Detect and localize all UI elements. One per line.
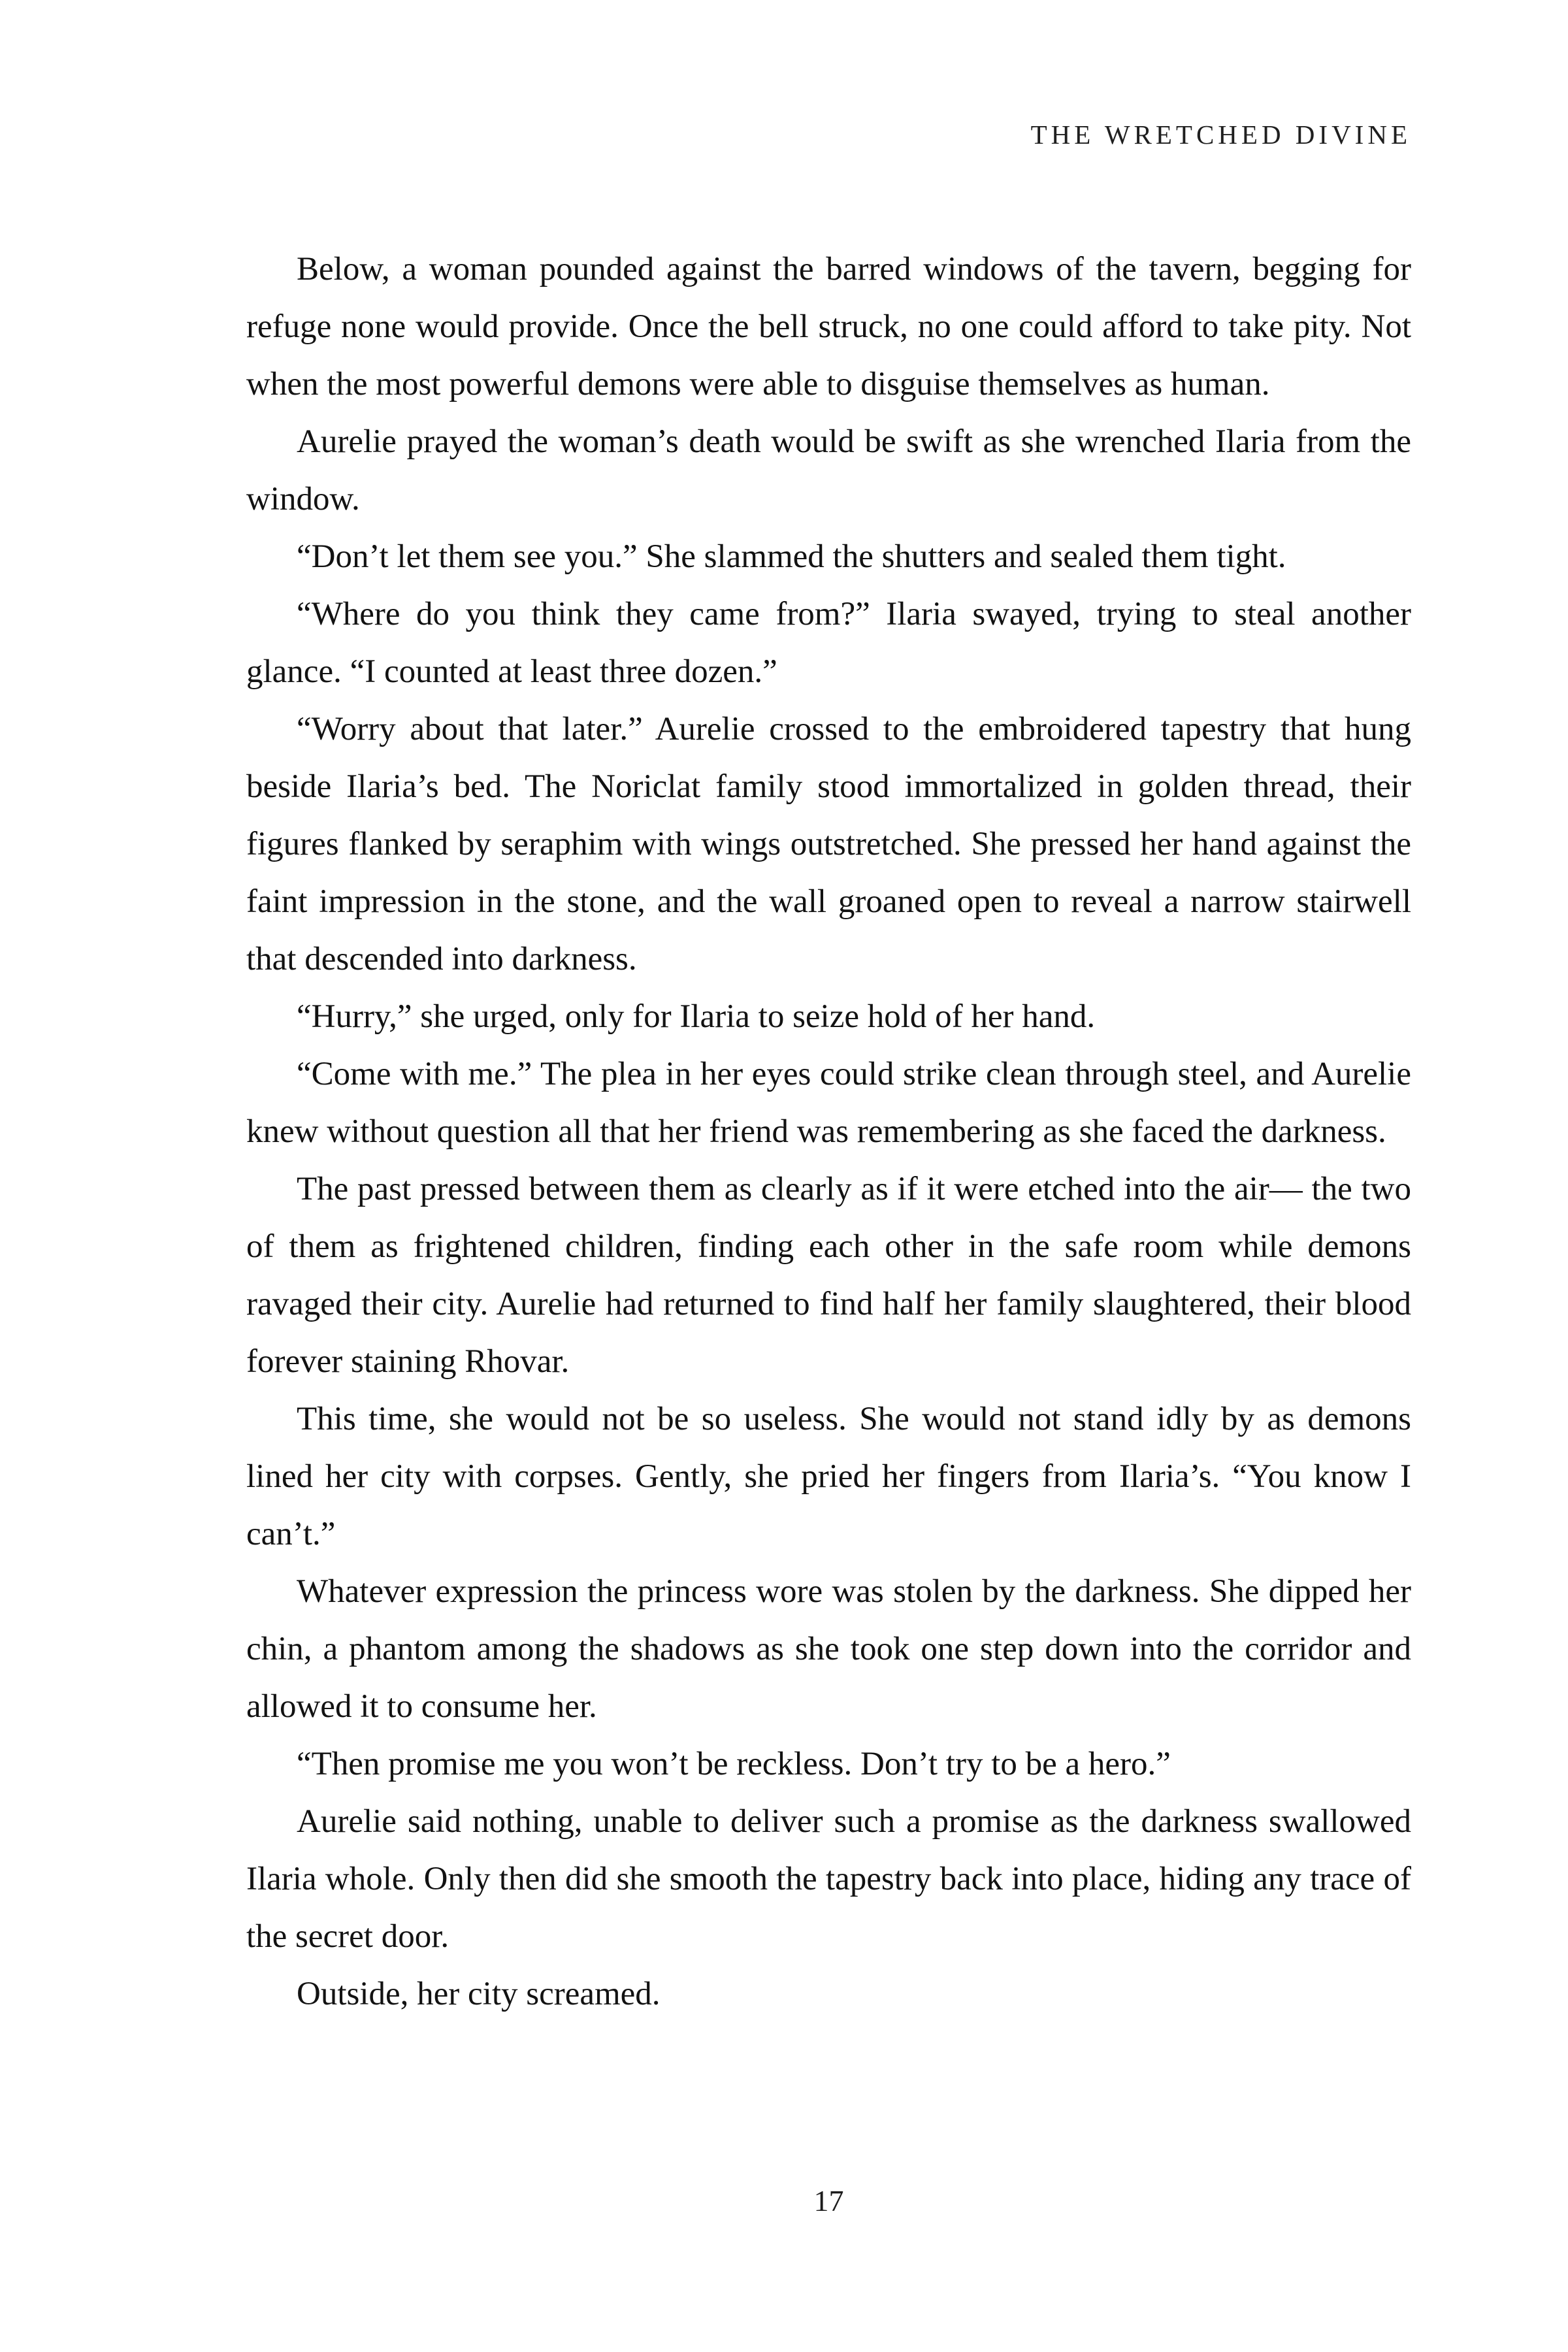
paragraph: Whatever expression the princess wore was stolen by the darkness. She dipped her chin, a phantom among the shadows as she took one step down into the corridor and allowed it to consume her. [246, 1573, 1411, 1725]
body-text [246, 240, 1411, 2023]
paragraph: “Where do you think they came from?” Ilaria swayed, trying to steal another glance. “I counted at least three dozen.” [246, 596, 1411, 690]
paragraph: Outside, her city screamed. [297, 1976, 661, 2012]
paragraph: “Hurry,” she urged, only for Ilaria to seize hold of her hand. [297, 998, 1096, 1035]
paragraph: This time, she would not be so useless. She would not stand idly by as demons lined her city with corpses. Gently, she pried her fingers from Ilaria’s. “You know I can’t.” [246, 1401, 1411, 1552]
paragraph: “Don’t let them see you.” She slammed the shutters and sealed them tight. [297, 538, 1286, 575]
paragraph: Aurelie said nothing, unable to deliver such a promise as the darkness swallowed Ilaria whole. Only then did she smooth the tapestry back into place, hiding any trace of the secret door. [246, 1803, 1411, 1955]
paragraph: The past pressed between them as clearly as if it were etched into the air— the two of them as frightened children, finding each other in the safe room while demons ravaged their city. Aurelie had returned to find half her family slaughtered, their blood forever staining Rhovar. [246, 1171, 1411, 1380]
running-head: THE WRETCHED DIVINE [1030, 120, 1411, 150]
page-number: 17 [813, 2184, 844, 2217]
paragraph: “Then promise me you won’t be reckless. Don’t try to be a hero.” [297, 1746, 1171, 1782]
paragraph: “Worry about that later.” Aurelie crossed to the embroidered tapestry that hung beside Ilaria’s bed. The Noriclat family stood immortalized in golden thread, their figures flanked by seraphim with wings outstretched. She pressed her hand against the faint impression in the stone, and the wall groaned open to reveal a narrow stairwell that descended into darkness. [246, 711, 1411, 977]
paragraph: Below, a woman pounded against the barred windows of the tavern, begging for refuge none would provide. Once the bell struck, no one could afford to take pity. Not when the most powerful demons were able to disguise themselves as human. [246, 251, 1411, 402]
paragraph: Aurelie prayed the woman’s death would be swift as she wrenched Ilaria from the window. [246, 423, 1411, 517]
paragraph: “Come with me.” The plea in her eyes could strike clean through steel, and Aurelie knew without question all that her friend was remembering as she faced the darkness. [246, 1056, 1411, 1150]
